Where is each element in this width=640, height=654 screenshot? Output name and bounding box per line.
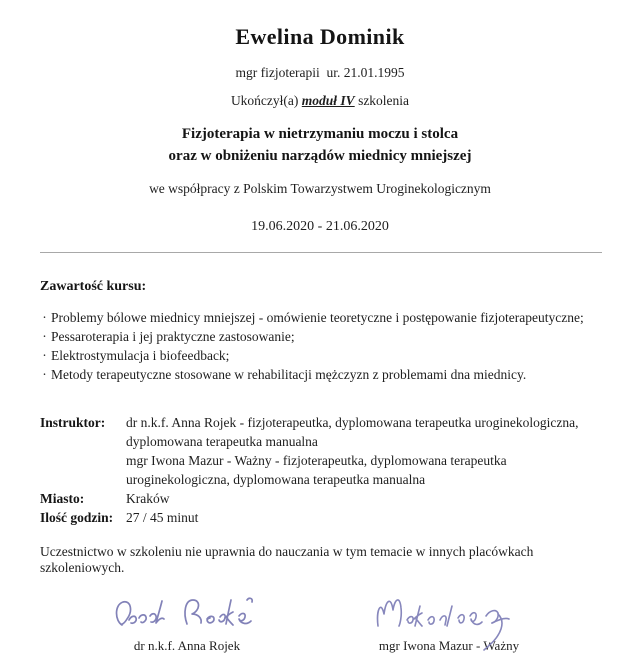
course-content-heading: Zawartość kursu: xyxy=(40,278,147,294)
signature-row xyxy=(0,582,640,654)
recipient-credentials: mgr fizjoterapii ur. 21.01.1995 xyxy=(235,65,405,80)
handwritten-signature-iwona-mazur xyxy=(364,582,534,654)
section-divider xyxy=(40,252,602,253)
instructor-2-line1: mgr Iwona Mazur - Ważny - fizjoterapeutka, dyplomowana terapeutka xyxy=(126,452,507,468)
course-title-line2: oraz w obniżeniu narządów miednicy mniejszej xyxy=(168,147,472,164)
instructor-1-line1: dr n.k.f. Anna Rojek - fizjoterapeutka, dyplomowana terapeutka uroginekologiczna, xyxy=(126,415,579,431)
course-content-list xyxy=(38,308,610,385)
bullet-icon: · xyxy=(42,366,47,382)
bullet-icon: · xyxy=(42,309,47,325)
course-title-line1: Fizjoterapia w nietrzymaniu moczu i stolca xyxy=(181,126,459,142)
instructor-label: Instruktor: xyxy=(40,415,106,431)
course-dates: 19.06.2020 - 21.06.2020 xyxy=(251,218,389,234)
handwritten-signature-anna-rojek xyxy=(112,591,262,637)
bullet-icon: · xyxy=(42,347,47,363)
list-item-text: Metody terapeutyczne stosowane w rehabilitacji mężczyzn z problemami dna miednicy. xyxy=(51,366,527,382)
certificate-header xyxy=(0,0,640,235)
signatory-name: mgr Iwona Mazur - Ważny xyxy=(378,638,520,654)
list-item xyxy=(38,365,610,384)
instructor-2-line2: uroginekologiczna, dyplomowana terapeutka manualna xyxy=(126,471,426,487)
list-item xyxy=(38,346,610,365)
completion-module: moduł IV xyxy=(301,93,355,108)
list-item xyxy=(38,327,610,346)
hours-label: Ilość godzin: xyxy=(40,509,114,525)
recipient-name: Ewelina Dominik xyxy=(235,24,405,49)
signatory-name: dr n.k.f. Anna Rojek xyxy=(133,638,241,654)
completion-suffix: szkolenia xyxy=(358,93,410,108)
list-item xyxy=(38,308,610,327)
instructor-1-line2: dyplomowana terapeutka manualna xyxy=(126,434,318,450)
instructor-value xyxy=(126,414,610,490)
disclaimer-text: Uczestnictwo w szkoleniu nie uprawnia do nauczania w tym temacie w innych placówkach szkoleniowych. xyxy=(40,544,534,576)
cooperation-line: we współpracy z Polskim Towarzystwem Uroginekologicznym xyxy=(149,180,491,196)
bullet-icon: · xyxy=(42,328,47,344)
hours-value: 27 / 45 minut xyxy=(126,509,199,525)
list-item-text: Pessaroterapia i jej praktyczne zastosowanie; xyxy=(51,328,295,344)
signature-block-anna-rojek xyxy=(98,591,276,654)
list-item-text: Elektrostymulacja i biofeedback; xyxy=(51,347,230,363)
course-details xyxy=(40,414,610,527)
city-value: Kraków xyxy=(126,490,170,506)
course-title xyxy=(0,124,640,168)
completion-line xyxy=(0,93,640,109)
list-item-text: Problemy bólowe miednicy mniejszej - omówienie teoretyczne i postępowanie fizjoterapeutyczne; xyxy=(51,309,584,325)
city-label: Miasto: xyxy=(40,490,85,506)
completion-prefix: Ukończył(a) xyxy=(230,93,299,108)
signature-block-iwona-mazur xyxy=(342,582,556,654)
